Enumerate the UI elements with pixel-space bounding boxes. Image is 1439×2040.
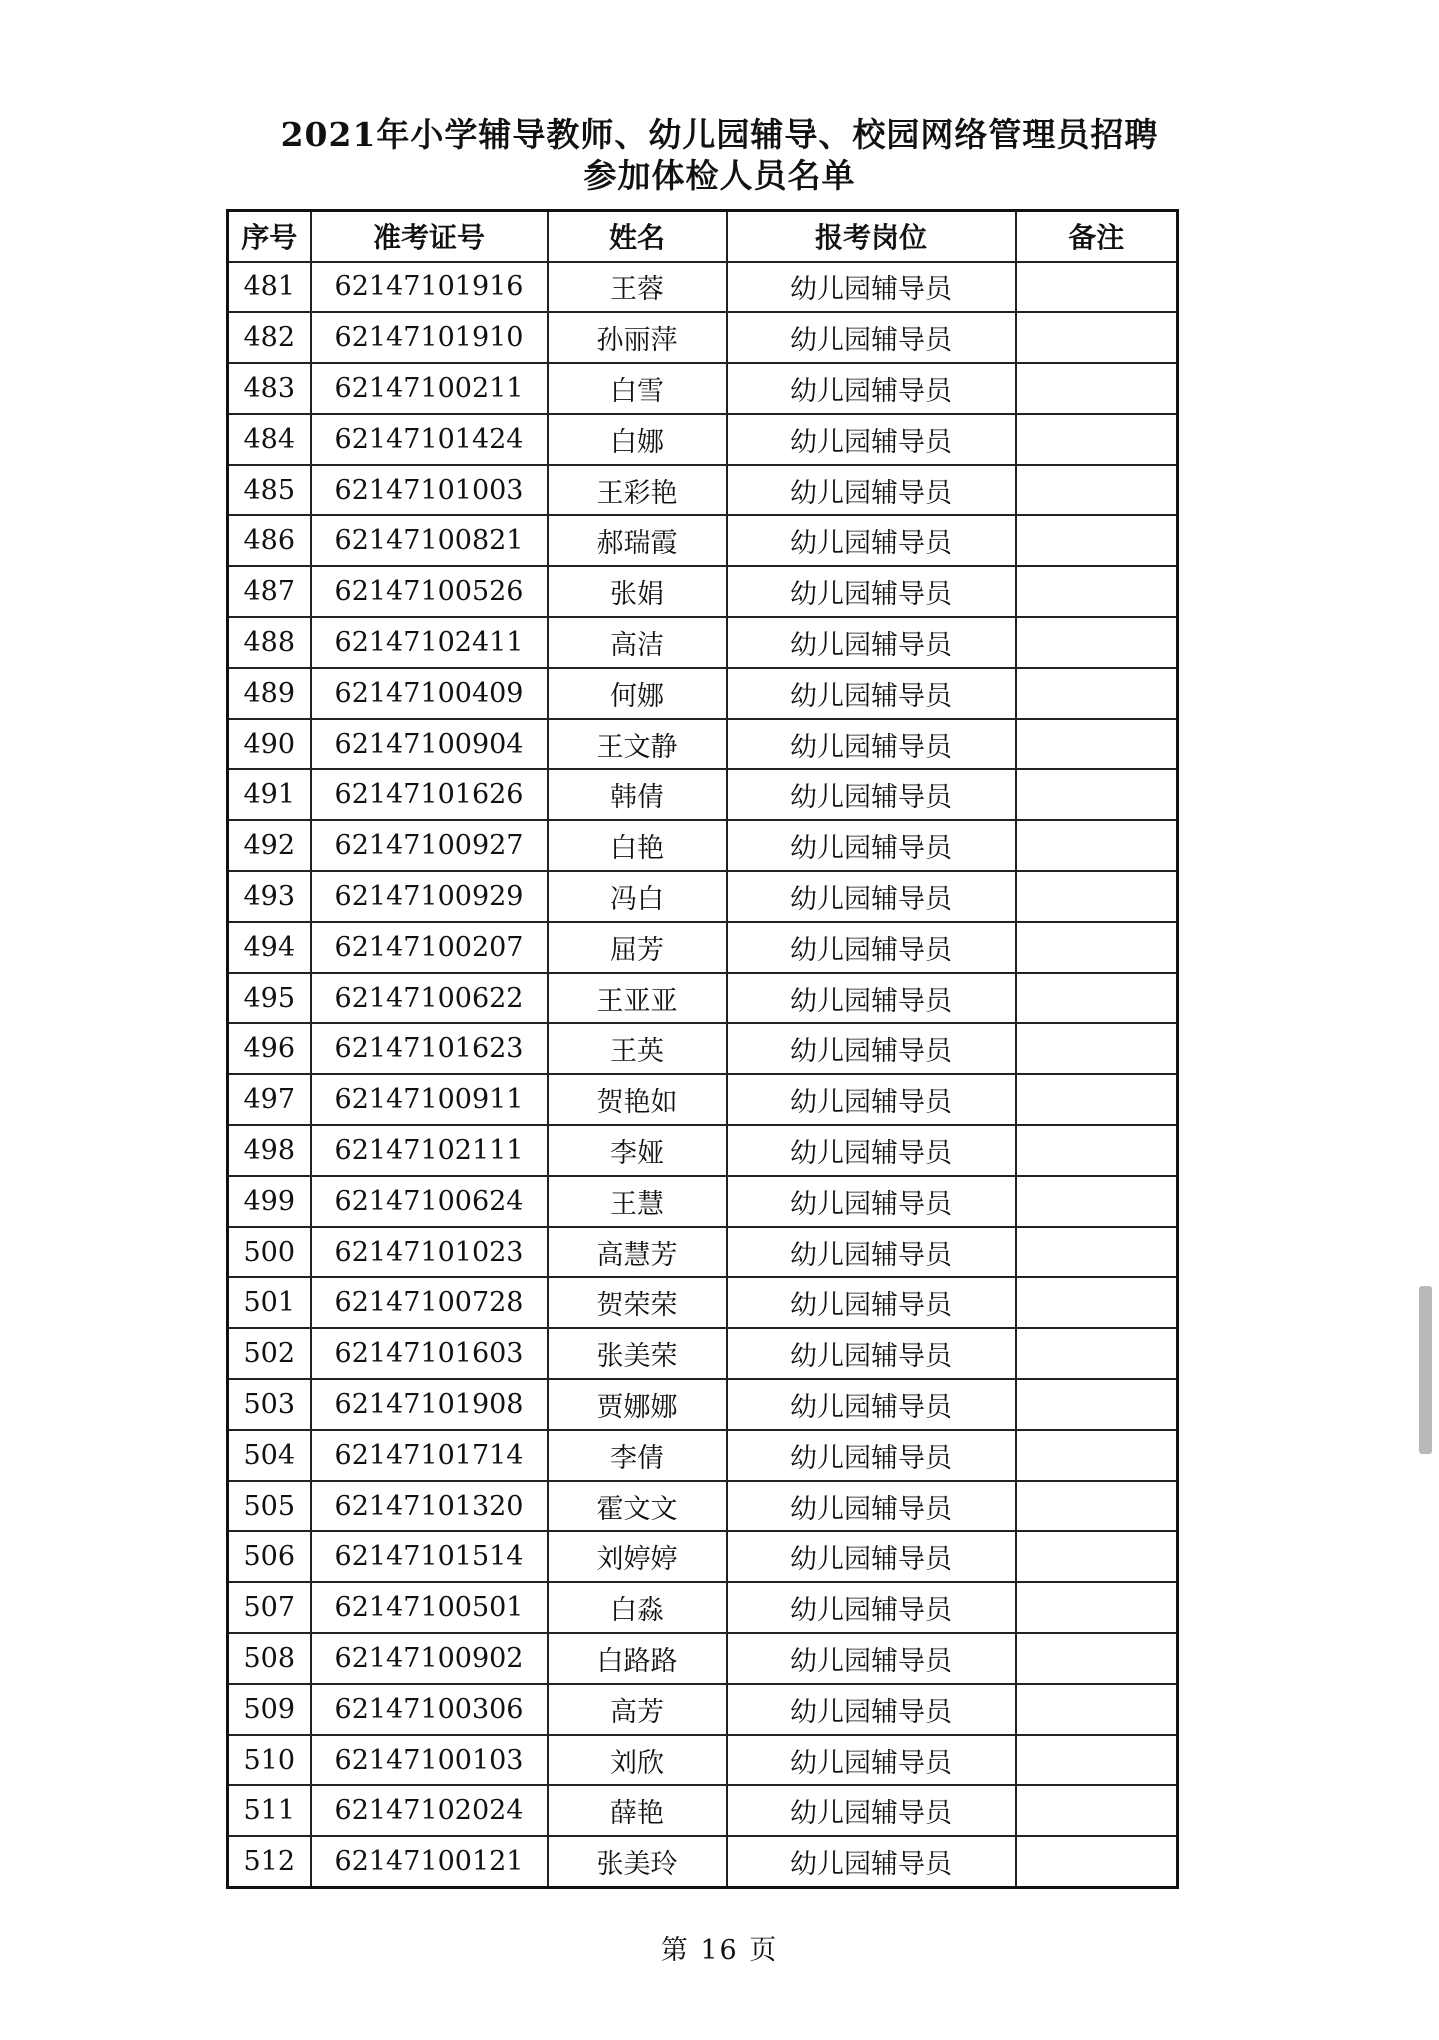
table-row bbox=[228, 414, 1178, 465]
cell-applied-position: 幼儿园辅导员 bbox=[727, 1430, 1016, 1481]
table-row bbox=[228, 1176, 1178, 1227]
cell-serial-number: 493 bbox=[228, 871, 311, 922]
cell-remarks bbox=[1016, 820, 1178, 871]
cell-admission-ticket: 62147100103 bbox=[311, 1735, 548, 1786]
cell-name: 孙丽萍 bbox=[548, 312, 727, 363]
cell-name: 张美荣 bbox=[548, 1328, 727, 1379]
cell-serial-number: 508 bbox=[228, 1633, 311, 1684]
cell-serial-number: 484 bbox=[228, 414, 311, 465]
cell-applied-position: 幼儿园辅导员 bbox=[727, 262, 1016, 313]
cell-applied-position: 幼儿园辅导员 bbox=[727, 414, 1016, 465]
cell-applied-position: 幼儿园辅导员 bbox=[727, 922, 1016, 973]
cell-applied-position: 幼儿园辅导员 bbox=[727, 465, 1016, 516]
cell-applied-position: 幼儿园辅导员 bbox=[727, 1633, 1016, 1684]
cell-admission-ticket: 62147100929 bbox=[311, 871, 548, 922]
cell-serial-number: 492 bbox=[228, 820, 311, 871]
table-row bbox=[228, 719, 1178, 770]
cell-applied-position: 幼儿园辅导员 bbox=[727, 363, 1016, 414]
cell-remarks bbox=[1016, 719, 1178, 770]
cell-admission-ticket: 62147100927 bbox=[311, 820, 548, 871]
cell-serial-number: 510 bbox=[228, 1735, 311, 1786]
document-title: 2021年小学辅导教师、幼儿园辅导、校园网络管理员招聘 bbox=[280, 115, 1159, 154]
cell-name: 王慧 bbox=[548, 1176, 727, 1227]
header-remarks: 备注 bbox=[1016, 211, 1178, 262]
cell-applied-position: 幼儿园辅导员 bbox=[727, 1277, 1016, 1328]
cell-serial-number: 498 bbox=[228, 1125, 311, 1176]
cell-remarks bbox=[1016, 414, 1178, 465]
cell-admission-ticket: 62147100728 bbox=[311, 1277, 548, 1328]
cell-name: 屈芳 bbox=[548, 922, 727, 973]
cell-admission-ticket: 62147101023 bbox=[311, 1227, 548, 1278]
cell-admission-ticket: 62147102111 bbox=[311, 1125, 548, 1176]
cell-applied-position: 幼儿园辅导员 bbox=[727, 871, 1016, 922]
cell-serial-number: 509 bbox=[228, 1684, 311, 1735]
cell-serial-number: 496 bbox=[228, 1023, 311, 1074]
cell-remarks bbox=[1016, 1481, 1178, 1532]
cell-name: 白娜 bbox=[548, 414, 727, 465]
cell-admission-ticket: 62147101714 bbox=[311, 1430, 548, 1481]
cell-admission-ticket: 62147100501 bbox=[311, 1582, 548, 1633]
cell-serial-number: 489 bbox=[228, 668, 311, 719]
cell-serial-number: 512 bbox=[228, 1836, 311, 1887]
cell-serial-number: 482 bbox=[228, 312, 311, 363]
table-header-row bbox=[228, 211, 1178, 262]
table-row bbox=[228, 1633, 1178, 1684]
cell-name: 冯白 bbox=[548, 871, 727, 922]
cell-serial-number: 499 bbox=[228, 1176, 311, 1227]
table-row bbox=[228, 1328, 1178, 1379]
cell-admission-ticket: 62147101424 bbox=[311, 414, 548, 465]
cell-serial-number: 488 bbox=[228, 617, 311, 668]
cell-name: 贾娜娜 bbox=[548, 1379, 727, 1430]
cell-remarks bbox=[1016, 1430, 1178, 1481]
table-row bbox=[228, 1531, 1178, 1582]
cell-admission-ticket: 62147101514 bbox=[311, 1531, 548, 1582]
cell-applied-position: 幼儿园辅导员 bbox=[727, 617, 1016, 668]
cell-name: 高芳 bbox=[548, 1684, 727, 1735]
cell-serial-number: 483 bbox=[228, 363, 311, 414]
cell-remarks bbox=[1016, 1531, 1178, 1582]
cell-admission-ticket: 62147100622 bbox=[311, 973, 548, 1024]
cell-serial-number: 487 bbox=[228, 566, 311, 617]
cell-admission-ticket: 62147100902 bbox=[311, 1633, 548, 1684]
table-row bbox=[228, 769, 1178, 820]
cell-serial-number: 495 bbox=[228, 973, 311, 1024]
page-number: 第 16 页 bbox=[660, 1935, 779, 1966]
cell-admission-ticket: 62147101320 bbox=[311, 1481, 548, 1532]
table-row bbox=[228, 820, 1178, 871]
table-row bbox=[228, 1836, 1178, 1887]
table-row bbox=[228, 1074, 1178, 1125]
cell-remarks bbox=[1016, 566, 1178, 617]
cell-admission-ticket: 62147101916 bbox=[311, 262, 548, 313]
exam-roster-table bbox=[226, 209, 1179, 1889]
header-applied-position: 报考岗位 bbox=[727, 211, 1016, 262]
cell-remarks bbox=[1016, 1735, 1178, 1786]
table-row bbox=[228, 1023, 1178, 1074]
table-row bbox=[228, 1430, 1178, 1481]
cell-name: 李娅 bbox=[548, 1125, 727, 1176]
header-name: 姓名 bbox=[548, 211, 727, 262]
cell-name: 白淼 bbox=[548, 1582, 727, 1633]
cell-applied-position: 幼儿园辅导员 bbox=[727, 973, 1016, 1024]
cell-name: 何娜 bbox=[548, 668, 727, 719]
cell-applied-position: 幼儿园辅导员 bbox=[727, 1023, 1016, 1074]
cell-name: 王英 bbox=[548, 1023, 727, 1074]
cell-name: 高洁 bbox=[548, 617, 727, 668]
cell-serial-number: 501 bbox=[228, 1277, 311, 1328]
cell-name: 薛艳 bbox=[548, 1785, 727, 1836]
cell-admission-ticket: 62147100821 bbox=[311, 515, 548, 566]
table-row bbox=[228, 1277, 1178, 1328]
cell-name: 王文静 bbox=[548, 719, 727, 770]
cell-applied-position: 幼儿园辅导员 bbox=[727, 1836, 1016, 1887]
cell-remarks bbox=[1016, 1379, 1178, 1430]
cell-name: 王蓉 bbox=[548, 262, 727, 313]
table-row bbox=[228, 1125, 1178, 1176]
cell-admission-ticket: 62147100526 bbox=[311, 566, 548, 617]
table-row bbox=[228, 312, 1178, 363]
cell-serial-number: 494 bbox=[228, 922, 311, 973]
cell-applied-position: 幼儿园辅导员 bbox=[727, 1379, 1016, 1430]
cell-name: 霍文文 bbox=[548, 1481, 727, 1532]
table-row bbox=[228, 1785, 1178, 1836]
cell-remarks bbox=[1016, 312, 1178, 363]
table-row bbox=[228, 1735, 1178, 1786]
cell-admission-ticket: 62147100306 bbox=[311, 1684, 548, 1735]
table-body bbox=[228, 262, 1178, 1888]
cell-applied-position: 幼儿园辅导员 bbox=[727, 1176, 1016, 1227]
cell-remarks bbox=[1016, 1176, 1178, 1227]
cell-remarks bbox=[1016, 1633, 1178, 1684]
header-admission-ticket: 准考证号 bbox=[311, 211, 548, 262]
cell-remarks bbox=[1016, 1023, 1178, 1074]
cell-remarks bbox=[1016, 1125, 1178, 1176]
cell-admission-ticket: 62147100904 bbox=[311, 719, 548, 770]
cell-applied-position: 幼儿园辅导员 bbox=[727, 566, 1016, 617]
cell-name: 白雪 bbox=[548, 363, 727, 414]
cell-remarks bbox=[1016, 1785, 1178, 1836]
scrollbar-thumb[interactable] bbox=[1419, 1286, 1432, 1454]
cell-applied-position: 幼儿园辅导员 bbox=[727, 1735, 1016, 1786]
cell-admission-ticket: 62147100211 bbox=[311, 363, 548, 414]
cell-admission-ticket: 62147100207 bbox=[311, 922, 548, 973]
cell-serial-number: 507 bbox=[228, 1582, 311, 1633]
cell-applied-position: 幼儿园辅导员 bbox=[727, 668, 1016, 719]
table-row bbox=[228, 1582, 1178, 1633]
cell-name: 张美玲 bbox=[548, 1836, 727, 1887]
cell-admission-ticket: 62147101623 bbox=[311, 1023, 548, 1074]
table-row bbox=[228, 465, 1178, 516]
cell-serial-number: 490 bbox=[228, 719, 311, 770]
cell-remarks bbox=[1016, 973, 1178, 1024]
cell-remarks bbox=[1016, 1582, 1178, 1633]
cell-serial-number: 506 bbox=[228, 1531, 311, 1582]
cell-applied-position: 幼儿园辅导员 bbox=[727, 1684, 1016, 1735]
cell-remarks bbox=[1016, 515, 1178, 566]
cell-applied-position: 幼儿园辅导员 bbox=[727, 1481, 1016, 1532]
cell-remarks bbox=[1016, 668, 1178, 719]
table-row bbox=[228, 871, 1178, 922]
table-row bbox=[228, 1227, 1178, 1278]
cell-remarks bbox=[1016, 617, 1178, 668]
cell-serial-number: 503 bbox=[228, 1379, 311, 1430]
cell-serial-number: 485 bbox=[228, 465, 311, 516]
cell-admission-ticket: 62147101626 bbox=[311, 769, 548, 820]
cell-name: 白路路 bbox=[548, 1633, 727, 1684]
cell-name: 韩倩 bbox=[548, 769, 727, 820]
cell-serial-number: 504 bbox=[228, 1430, 311, 1481]
header-serial-number: 序号 bbox=[228, 211, 311, 262]
table-row bbox=[228, 617, 1178, 668]
cell-applied-position: 幼儿园辅导员 bbox=[727, 1785, 1016, 1836]
cell-applied-position: 幼儿园辅导员 bbox=[727, 820, 1016, 871]
cell-admission-ticket: 62147100121 bbox=[311, 1836, 548, 1887]
cell-name: 郝瑞霞 bbox=[548, 515, 727, 566]
table-row bbox=[228, 1379, 1178, 1430]
cell-name: 张娟 bbox=[548, 566, 727, 617]
cell-remarks bbox=[1016, 1328, 1178, 1379]
cell-remarks bbox=[1016, 871, 1178, 922]
table-row bbox=[228, 922, 1178, 973]
cell-name: 王彩艳 bbox=[548, 465, 727, 516]
cell-applied-position: 幼儿园辅导员 bbox=[727, 1227, 1016, 1278]
cell-applied-position: 幼儿园辅导员 bbox=[727, 1582, 1016, 1633]
cell-serial-number: 497 bbox=[228, 1074, 311, 1125]
table-row bbox=[228, 1684, 1178, 1735]
cell-admission-ticket: 62147102024 bbox=[311, 1785, 548, 1836]
cell-remarks bbox=[1016, 1684, 1178, 1735]
cell-admission-ticket: 62147101910 bbox=[311, 312, 548, 363]
cell-serial-number: 505 bbox=[228, 1481, 311, 1532]
cell-name: 高慧芳 bbox=[548, 1227, 727, 1278]
table-row bbox=[228, 515, 1178, 566]
cell-serial-number: 511 bbox=[228, 1785, 311, 1836]
cell-remarks bbox=[1016, 1074, 1178, 1125]
cell-remarks bbox=[1016, 769, 1178, 820]
cell-remarks bbox=[1016, 262, 1178, 313]
cell-applied-position: 幼儿园辅导员 bbox=[727, 312, 1016, 363]
cell-applied-position: 幼儿园辅导员 bbox=[727, 1125, 1016, 1176]
cell-admission-ticket: 62147100409 bbox=[311, 668, 548, 719]
cell-admission-ticket: 62147101603 bbox=[311, 1328, 548, 1379]
cell-name: 白艳 bbox=[548, 820, 727, 871]
cell-remarks bbox=[1016, 1227, 1178, 1278]
cell-admission-ticket: 62147101908 bbox=[311, 1379, 548, 1430]
cell-remarks bbox=[1016, 363, 1178, 414]
cell-name: 贺荣荣 bbox=[548, 1277, 727, 1328]
cell-name: 王亚亚 bbox=[548, 973, 727, 1024]
cell-name: 李倩 bbox=[548, 1430, 727, 1481]
document-subtitle: 参加体检人员名单 bbox=[583, 156, 856, 195]
cell-name: 刘欣 bbox=[548, 1735, 727, 1786]
cell-name: 刘婷婷 bbox=[548, 1531, 727, 1582]
cell-serial-number: 486 bbox=[228, 515, 311, 566]
cell-remarks bbox=[1016, 1277, 1178, 1328]
table-row bbox=[228, 668, 1178, 719]
table-row bbox=[228, 973, 1178, 1024]
table-row bbox=[228, 566, 1178, 617]
cell-applied-position: 幼儿园辅导员 bbox=[727, 1328, 1016, 1379]
cell-remarks bbox=[1016, 922, 1178, 973]
cell-admission-ticket: 62147100911 bbox=[311, 1074, 548, 1125]
cell-applied-position: 幼儿园辅导员 bbox=[727, 769, 1016, 820]
cell-admission-ticket: 62147100624 bbox=[311, 1176, 548, 1227]
table-row bbox=[228, 262, 1178, 313]
cell-remarks bbox=[1016, 465, 1178, 516]
cell-applied-position: 幼儿园辅导员 bbox=[727, 515, 1016, 566]
cell-remarks bbox=[1016, 1836, 1178, 1887]
cell-serial-number: 502 bbox=[228, 1328, 311, 1379]
cell-applied-position: 幼儿园辅导员 bbox=[727, 1074, 1016, 1125]
cell-admission-ticket: 62147101003 bbox=[311, 465, 548, 516]
table-row bbox=[228, 363, 1178, 414]
cell-serial-number: 491 bbox=[228, 769, 311, 820]
table-row bbox=[228, 1481, 1178, 1532]
cell-admission-ticket: 62147102411 bbox=[311, 617, 548, 668]
cell-serial-number: 481 bbox=[228, 262, 311, 313]
cell-applied-position: 幼儿园辅导员 bbox=[727, 1531, 1016, 1582]
cell-name: 贺艳如 bbox=[548, 1074, 727, 1125]
cell-applied-position: 幼儿园辅导员 bbox=[727, 719, 1016, 770]
cell-serial-number: 500 bbox=[228, 1227, 311, 1278]
